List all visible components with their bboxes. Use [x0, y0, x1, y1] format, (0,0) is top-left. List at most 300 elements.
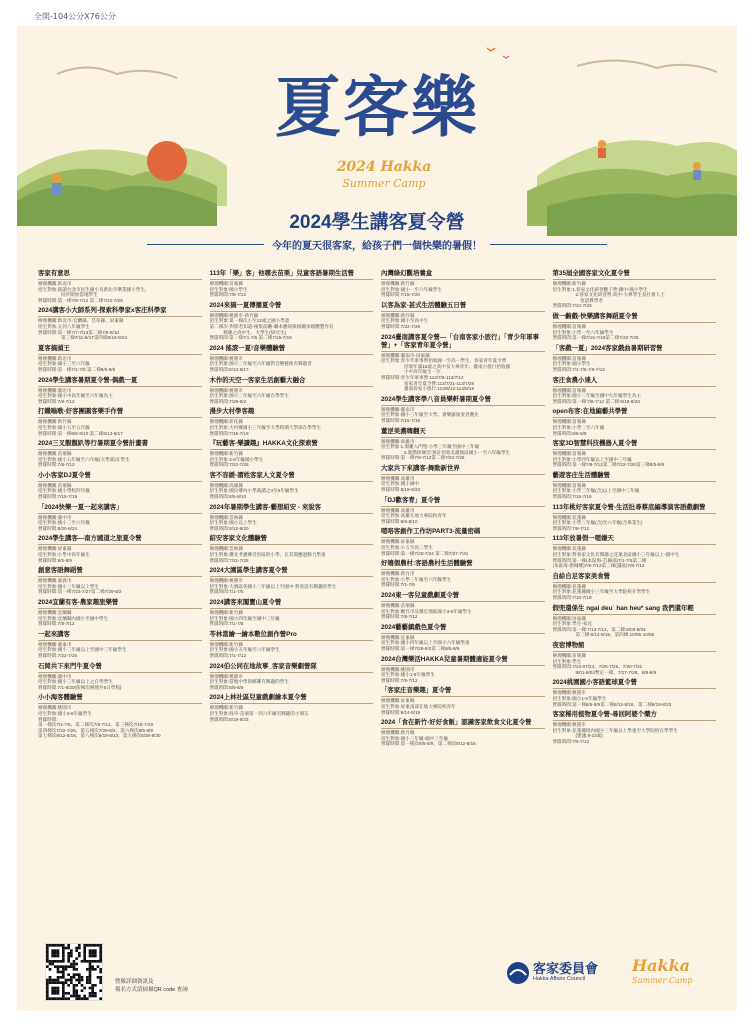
camp-detail-line: 營隊時間:7/21-7/25: [209, 557, 249, 563]
camp-entry: [553, 711, 717, 744]
camp-detail-line: 招生對象:國小五年級至六年級(大學部)在學生: [38, 456, 130, 462]
camp-entry: [38, 504, 202, 532]
camp-detail-line: 招生對象:國小一至六年級學生: [381, 286, 442, 292]
camp-detail-line: 小中高年級生一位: [381, 369, 441, 375]
camp-detail-line: 招生對象:小學一至六年級學生: [552, 329, 614, 335]
camp-title: 木作的天空一客家生活創藝大融合: [210, 377, 374, 387]
camp-detail-line: 招生對象:國小1-6年級學生: [552, 695, 607, 701]
footer-note-line2: 報名方式請掃描QR code 查詢: [115, 987, 188, 993]
camp-detail-line: 辦理機關:苗栗縣: [552, 652, 586, 658]
camp-detail-line: 營隊時間:8/12-8/20: [209, 525, 249, 531]
camp-detail-line: 辦理機關:屏東縣: [552, 615, 586, 621]
camp-title: 小小客家DJ夏令營: [38, 472, 202, 482]
camp-detail-line: 營隊時間:7/15-7/19: [381, 417, 421, 423]
camp-detail-line: 辦理機關:新竹縣: [381, 312, 415, 318]
camp-detail-line: 招生對象:國小三年級至六年級對音樂藝術有興趣者: [209, 361, 312, 367]
camp-title: 董逆美濃嗨翻天: [381, 428, 545, 438]
camp-detail-line: 招生對象:對客家文化有興趣之花蓮北區國小三年級以上-國中生: [552, 552, 680, 558]
footer-note: [115, 978, 188, 994]
camp-detail-line: 辦理機關:苗栗縣: [38, 451, 72, 457]
camp-entry: [381, 528, 545, 556]
camp-detail-line: 營隊時間:7/8-7/12: [38, 621, 75, 627]
camp-title: 『玩藝客-樂讀趣』HAKKA文化探索營: [210, 440, 374, 450]
camp-detail-line: 營隊時間:8/19-8/23: [209, 716, 249, 722]
camp-title: 2024學生講客學八音員樂軒暑期夏令營: [381, 396, 545, 406]
camp-detail-line: 辦理機關:新竹縣: [552, 281, 586, 286]
camp-entry: [38, 535, 202, 563]
camp-entry: [553, 377, 717, 405]
camp-title: open布客:在地編藝共學營: [553, 408, 717, 418]
camp-entry: [381, 465, 545, 493]
camp-entry: [38, 663, 202, 691]
camp-detail-line: 辦理機關:桃園市: [552, 690, 586, 696]
camp-title: 夜宿博物館: [553, 642, 717, 652]
camp-detail-line: 招生對象:宜蘭縣內國小至國中學生: [38, 615, 109, 621]
poster: [17, 26, 737, 1011]
child-figure-icon: [598, 140, 606, 148]
camp-detail-line: 辦理機關:桃園市-新竹縣: [209, 312, 259, 318]
bird-icon: [487, 48, 495, 51]
camp-detail-line: 招生對象:花蓮縣境內國小三年級以上學童至大學院校在學學生: [552, 727, 678, 733]
camp-title: 「2024快樂一夏一起來講客」: [38, 504, 202, 514]
camp-title: 2024來搞一夏傳播夏令營: [210, 302, 374, 312]
camp-title: 2024臺南講客夏令營—「台南客家小旅行」「青少年軍事營」+「客家青年夏令營」: [381, 334, 545, 352]
camp-detail-line: 招生對象:屏東南部在地大專院校青年: [381, 703, 456, 709]
camp-detail-line: 營隊時間:7/1-7/5: [209, 621, 244, 627]
camp-detail-line: 辦理機關:苗栗縣: [552, 482, 586, 488]
camp-entry: [210, 440, 374, 468]
camp-detail-line: 2.客家文化研習營:高中-大專學生及社會人士: [552, 292, 665, 298]
camp-entry: [38, 631, 202, 659]
camp-detail-line: 營隊時間:第一梯7/20-7/24 第二梯7/27-7/31: [381, 550, 469, 556]
camp-detail-line: 招生對象:花蓮縣國小三年級至大學院校在學學生: [552, 589, 651, 595]
camp-detail-line: (本區海-新城鄉)7/8-7/12第三梯(滿區)7/8-7/12: [552, 563, 645, 569]
camp-detail-line: 招生對象:國小三年級-國中三年級: [381, 735, 449, 741]
camp-column-3: [377, 270, 549, 934]
camp-detail-line: 營隊時間:7/8-7/12: [381, 614, 418, 620]
camp-detail-line: 辦理機關:宜東縣: [381, 634, 415, 640]
camp-entry: [38, 377, 202, 405]
camp-detail-line: 營隊時間:第一梯7/1-7/5 第二梯8/5-8/9: [38, 366, 116, 372]
camp-entry: [38, 440, 202, 468]
camp-entry: [210, 631, 374, 659]
camp-entry: [553, 504, 717, 532]
camp-entry: [381, 656, 545, 684]
camp-detail-line: 營隊時間:第一梯7/29-8/2第二梯8/5-8/9: [381, 645, 460, 651]
camp-detail-line: 營隊時間:第一梯7/8-7/12 第二梯7/22-7/26: [38, 297, 123, 303]
camp-title: 113年桃好客家夏令營-生活肚尋蔡底編導演客語戲劇營: [553, 504, 717, 514]
camp-detail-line: 辦理機關:新北市: [38, 281, 72, 286]
camp-title: 客庄食農小達人: [553, 377, 717, 387]
camp-detail-line: 辦理機關:臺北市: [38, 387, 72, 393]
camp-detail-line: 客語教學者: [552, 297, 604, 303]
camp-title: 嗯咯客創作工作坊PART3-流量密碼: [381, 528, 545, 538]
divider: [490, 244, 607, 245]
camp-detail-line: 營隊時間:7/1-7/5: [381, 582, 415, 588]
print-size-note: 全開-104公分X76公分: [34, 12, 116, 21]
camp-detail-line: 招生對象:國小以上學生: [209, 520, 257, 526]
camp-detail-line: 營隊時間:第一梯8/5-8/9第二梯8/12-8/16、第二梯8/19-8/23: [552, 701, 672, 707]
council-emblem-icon: [505, 960, 531, 986]
camp-title: 客家稀用植物夏令營-尋回阿婆个藥方: [553, 711, 717, 721]
camp-entry: [210, 302, 374, 341]
brand-logo-cn: 夏客樂: [275, 68, 479, 146]
camp-detail-line: 營隊時間:7/8-7/12: [381, 677, 418, 683]
camp-detail-line: 營隊時間:7/15-7/19: [209, 430, 249, 436]
camp-detail-line: 辦理機關:宜蘭縣: [38, 610, 72, 615]
camp-entry: [210, 535, 374, 563]
camp-detail-line: 營隊時間:7/8-7/12: [38, 462, 75, 468]
camp-detail-line: 第四梯次7/22-7/26、第五梯次7/29-8/2、第六梯次8/5-8/9: [38, 727, 153, 733]
council-name: 客家委員會: [533, 961, 599, 976]
camp-detail-line: 營隊時間:7/1-7/5-7/8-7/12: [552, 366, 605, 372]
camp-detail-line: 辦理機關:高雄市: [381, 438, 415, 444]
camp-detail-line: 第二梯次-對影若知道-後集前廳-聯本應寫與相關多媒體製作有: [209, 323, 334, 329]
camp-title: 2024伯公同在地故事_客家音樂劇營隊: [210, 663, 374, 673]
camp-detail-line: 營隊時間:第一梯:7/13-7/14、第二梯:8/03-8/04: [552, 626, 646, 632]
camp-detail-line: 招生對象:3-6年級國小學生: [209, 456, 264, 462]
camp-detail-line: 辦理機關:桃園市: [209, 578, 243, 584]
camp-detail-line: 營隊時間:第一梯7/7-7/13第二梯7/8-8/10: [38, 329, 119, 335]
camp-detail-line: 辦理機關:屏東縣: [381, 539, 415, 545]
camp-detail-line: 營隊時間:7/15-7/20: [381, 292, 421, 298]
camp-title: 假兜還係生 ngai deu˙ han heu* sang 我們還年輕: [553, 605, 717, 615]
child-figure-icon: [52, 173, 62, 183]
camp-detail-line: 招生對象:學生: [552, 658, 582, 664]
camp-detail-line: 招生對象:國民鄉內小學就讀之4至6年級學生: [209, 488, 299, 494]
camp-entry: [553, 270, 717, 309]
camp-detail-line: 辦理機關:臺中市: [38, 514, 72, 520]
camp-detail-line: 招生對象:國小學生: [552, 361, 591, 367]
camp-entry: [210, 270, 374, 298]
camp-detail-line: 營隊時間:7/15-7/19: [552, 494, 592, 500]
camp-title: 自給自足客家美食營: [553, 573, 717, 583]
camp-title: 客不容緩-謂姓客家人文夏令營: [210, 472, 374, 482]
camp-detail-line: 招生對象:國小五至五年級: [38, 424, 90, 430]
camp-detail-line: 2.進階研修型:預計招收美濃地區國小一至六年級學生: [381, 449, 511, 455]
camp-detail-line: 招生對象:小學三年級(含)以上至國中三年級: [552, 488, 640, 494]
camp-title: 客家有意思: [38, 270, 202, 280]
brand-logo-sub: Summer Camp: [342, 177, 426, 190]
camp-detail-line: 第三梯:9/14-9/15、第四梯:10/05-10/06: [552, 632, 655, 638]
camp-detail-line: 招生對象:小五至高三學生: [381, 545, 433, 551]
hakka-camp-logo: Hakka: [632, 956, 691, 975]
camp-detail-line: 辦理機關:苗栗縣: [38, 482, 72, 488]
camp-detail-line: 第三梯7/11-8/17第四梯8/18-8/24: [38, 335, 128, 341]
camp-detail-line: 營隊時間:第一梯7/8-7/12第二梯7/22-7/26: [381, 455, 465, 461]
camp-entry: [210, 472, 374, 500]
camp-detail-line: 招生對象:國小四年級至國中三年級: [209, 615, 280, 621]
camp-detail-line: 招生對象:就讀台北市民生國小及新北市樂業國小學生，: [38, 286, 150, 292]
camp-title: 2024講客來闖寶山夏令營: [210, 599, 374, 609]
camp-entry: [38, 270, 202, 303]
camp-detail-line: 招生對象:小學三年級(含)至六年級(含畢業生): [552, 520, 643, 526]
camp-detail-line: 辦理機關:新竹縣: [209, 610, 243, 615]
camp-title: 2024 搖滾一夏!音樂體驗營: [210, 345, 374, 355]
camp-detail-line: 辦理機關:嘉義市: [38, 578, 72, 584]
camp-detail-line: 招生對象:國小五年級至六年級學生: [209, 647, 280, 653]
camp-title: 夏客搞頭王: [38, 345, 202, 355]
child-figure-icon: [693, 162, 701, 170]
camp-detail-line: 辦理機關:新竹縣: [209, 451, 243, 457]
camp-entry: [210, 504, 374, 532]
camp-detail-line: 辦理機關:苗栗縣: [381, 603, 415, 608]
camp-detail-line: 招生對象:當地中學與鄉鄰有興趣的學生: [209, 679, 289, 685]
bird-icon: [503, 56, 509, 58]
camp-detail-line: 招生對象:國小三年級至大學、會樂器演奏者優先: [381, 412, 479, 418]
camp-detail-line: 營隊時間:第一梯8/6-8/10 第二梯8/13-8/17: [38, 430, 123, 436]
camp-detail-line: 營隊時間:7/8-7/12: [552, 525, 590, 531]
camp-detail-line: 辦理機關:屏東縣: [38, 546, 72, 552]
camp-title: 「DJ歡客青」夏令營: [381, 497, 545, 507]
council-logo: [505, 956, 615, 996]
camp-detail-line: 辦理機關:臺中市: [38, 673, 72, 679]
camp-detail-line: 辦理機關:雲林縣: [209, 514, 243, 520]
camp-detail-line: 招生對象:國小學生: [209, 286, 248, 292]
camp-detail-line: 營隊時間:7/22-7/26: [209, 462, 249, 468]
camp-detail-line: 營隊時間:8/5-8/9: [209, 684, 244, 690]
camp-title: 藝遊客庄生活體驗營: [553, 472, 717, 482]
camp-entry: [210, 663, 374, 691]
camp-detail-line: 客家青年夏令營:113/7/21-113/7/26: [381, 380, 475, 386]
camp-detail-line: 招生對象:優先考慮鄉近於區的小學，在其資應過動力學童: [209, 552, 326, 558]
camp-entry: [38, 694, 202, 739]
camp-detail-line: 辦理機關:花蓮縣: [552, 583, 586, 589]
brand-logo-year: 2024 Hakka: [336, 159, 432, 175]
camp-detail-line: 營隊時間:第一梯7/23-7/27第二梯7/29-8/2: [38, 589, 122, 595]
camp-entry: [210, 694, 374, 722]
camp-detail-line: 招生對象:國小中高年級至六年級為主: [38, 393, 113, 399]
camp-title: 打鐵嗡歌-好客團圓客樂手作營: [38, 408, 202, 418]
camp-detail-line: 辦理機關:新竹市: [381, 571, 415, 577]
camp-detail-line: 營隊時間:7/1-8/30(依梯次辦理共5日學程): [38, 684, 122, 690]
camp-detail-line: 招生對象:國小1-6年級學生: [381, 672, 435, 678]
camp-detail-line: 辦理機關:苗栗縣: [552, 323, 586, 329]
camp-detail-line: 營隊時間:7/15-7/19: [552, 595, 592, 600]
camp-detail-line: 辦理機關:屏東縣: [381, 698, 415, 704]
camp-detail-line: 同步開放當地學生: [38, 292, 98, 298]
camp-detail-line: 營隊時間:8/5-8/9: [38, 557, 72, 563]
page-subtitle: 今年的夏天很客家，給孩子們一個快樂的暑假！: [272, 240, 482, 252]
camp-title: 2024大園區學生講客夏令營: [210, 567, 374, 577]
camp-entry: [381, 719, 545, 747]
camp-title: 2024「食在新竹-好好食飯」認識客家飲食文化夏令營: [381, 719, 545, 729]
camp-detail-line: 招生對象:國小至高中生: [381, 318, 429, 324]
camp-detail-line: 第七梯次8/12-8/16、第八梯次8/19-8/23、第九梯次8/26-8/30: [38, 733, 161, 739]
camp-detail-line: 辦理機關:花蓮縣: [552, 546, 586, 552]
camp-detail-line: 招生對象:1.客家文化研習觀子營:國中-國小學生: [552, 286, 648, 292]
camp-entry: [38, 472, 202, 500]
camp-title: 2024宜蘭有客-農家趣旅樂營: [38, 599, 202, 609]
camp-detail-line: 營隊時間:8/6-8/10: [381, 518, 418, 524]
camp-title: 紹安客家文化體驗營: [210, 535, 374, 545]
camp-detail-line: 招生對象:1.嶺離入門型:小學三年級至國中三年級: [381, 444, 480, 450]
camp-detail-line: 第一梯次7/1-7/5、第二梯次7/8-7/12、第三梯次7/15-7/19: [38, 722, 153, 728]
camp-detail-line: 辦理機關:苗栗縣: [552, 451, 586, 457]
camp-title: 大家共下來講客-舞動新世界: [381, 465, 545, 475]
camp-detail-line: 招生對象:大村鄉國小三年級至大學時期大學部在學學生: [209, 424, 322, 430]
qr-code[interactable]: [45, 943, 103, 1001]
camp-detail-line: 辦理機關:花蓮縣: [552, 514, 586, 520]
camp-detail-line: 辦理機關:桃園市: [552, 722, 586, 728]
camp-entry: [38, 345, 202, 373]
camp-entry: [210, 408, 374, 436]
camp-detail-line: 營隊時間:8/20-8/24: [38, 525, 78, 531]
camp-detail-line: 辦理機關:新竹縣: [381, 281, 415, 286]
camp-entry: [381, 624, 545, 652]
camp-title: 以客為家-甚式生活體驗五日營: [381, 302, 545, 312]
camp-detail-line: 營隊時間:7/8-7/12: [552, 738, 590, 744]
camp-detail-line: 招生對象:小學三至六年級: [552, 424, 605, 430]
camp-detail-line: 營隊時間:第一梯7/1-7/5 第二梯7/15-7/19: [209, 335, 292, 341]
camp-detail-line: 招生對象:高雄在地大專院校青年: [381, 513, 447, 519]
camp-detail-line: 辦理機關:苗栗縣: [552, 387, 586, 393]
camp-detail-line: 辦理機關:臺南市-屏東縣: [381, 352, 430, 358]
camp-detail-line: 招生對象:國小三年級至六年級在學學生: [209, 393, 289, 399]
camp-entry: [553, 679, 717, 707]
camp-title: 苓林當繪一繪本數位創作營Pro: [210, 631, 374, 641]
camp-detail-line: 辦理機關:新竹縣: [209, 641, 243, 647]
camp-entry: [553, 573, 717, 601]
camp-detail-line: 招生對象:國小學校四年級: [38, 488, 90, 494]
camp-detail-line: 營隊時間:7/22-7/26: [38, 652, 78, 658]
camp-detail-line: 辦理機關:彰化縣: [209, 419, 243, 425]
camp-title: 小小海客體驗營: [38, 694, 202, 704]
camp-detail-line: 營隊時間:8/19-8/23: [381, 487, 421, 493]
camp-detail-line: 招生對象:青少年軍事營招收國一至高一學生、客家青年夏令營: [381, 358, 507, 364]
camp-entry: [553, 535, 717, 568]
camp-detail-line: 營隊時間:7/1-7/12: [209, 652, 247, 658]
hero-illustration: [17, 26, 737, 252]
camp-title: 2024講客小大師系列-探索科學家x客庄科學家: [38, 307, 202, 317]
camp-detail-line: 8/01-8/02暫定一梯，7/27-7/28、8/8-8/9: [552, 669, 657, 675]
camp-detail-line: 辦理機關:新北市: [38, 355, 72, 361]
camp-detail-line: 辦理機關:臺南市: [381, 406, 415, 412]
camp-detail-line: 辦理機關:新北市-宜蘭縣、莒草縣、屏東縣: [38, 318, 124, 324]
camp-title: 2024藝藝鎮戲色夏令營: [381, 624, 545, 634]
camp-entry: [38, 307, 202, 340]
camp-detail-line: 招生對象:國小3-6年級學生: [38, 710, 92, 716]
camp-detail-line: 營隊時間:青少年軍事營:113/7/8-113/7/12: [381, 374, 464, 380]
camp-title: 「客戲一夏」2024客家戲曲暑期研習營: [553, 345, 717, 355]
camp-entry: [381, 270, 545, 298]
camp-detail-line: 營隊時間:7/1-7/5: [209, 589, 244, 595]
camp-detail-line: 辦理機關:高雄市: [381, 507, 415, 513]
camp-detail-line: 營隊時間:第一梯7/8-7/12第二梯7/22-7/26第三梯8/5-8/9: [552, 462, 665, 468]
camp-detail-line: 辦理機關:臺東市: [38, 641, 72, 647]
camp-detail-line: 辦理機關:新竹縣: [381, 730, 415, 736]
camp-detail-line: 招生對象:嫩竹市及鄰近地區國小3-6年級學生: [381, 608, 472, 614]
camp-detail-line: 招生對象:第一梯次小至12歲之國小學童: [209, 318, 290, 324]
council-name-en: Hakka Affairs Council: [533, 976, 586, 982]
camp-detail-line: 招生對象:五到八年級學生: [38, 323, 90, 329]
camp-title: 創意客語舞蹈營: [38, 567, 202, 577]
camp-detail-line: 招生對象:商市-苗栗第一到六年級有興趣的小朋友: [209, 710, 309, 716]
camp-listing-grid: [34, 270, 720, 934]
camp-detail-line: 辦理機關:苗栗縣: [209, 281, 243, 286]
camp-detail-line: 辦理機關:新竹縣: [38, 419, 72, 425]
qr-code-icon: [46, 944, 102, 1000]
camp-title: 石岡共下來門牛夏令營: [38, 663, 202, 673]
camp-title: 一起來講客: [38, 631, 202, 641]
camp-detail-line: 臺南客家小旅行:113/8/12-113/8/16: [381, 386, 475, 392]
camp-detail-line: 招生對象:大園區各國小三年級以上至國中-對客語有興趣的學生: [209, 583, 337, 589]
camp-detail-line: 營隊時間:7/23-07/24、7/25-7/26、7/30-7/31: [552, 664, 643, 670]
camp-title: 「客家庄音樂趣」夏令營: [381, 687, 545, 697]
subtitle-row: [147, 236, 607, 252]
camp-title: 113年「樂」客」他哪去苗栗」兒童客語暑期生活營: [210, 270, 374, 280]
camp-detail-line: 營隊時間:8/5-8/10: [209, 494, 247, 500]
camp-detail-line: 招生對象:國小三至六年級: [38, 520, 90, 526]
camp-detail-line: 營隊時間:第一梯次8/5-8/9、第二梯次8/12-8/16: [381, 741, 476, 747]
camp-entry: [381, 302, 545, 330]
camp-entry: [553, 605, 717, 638]
camp-entry: [381, 687, 545, 715]
camp-title: 客家3D智慧科技機器人夏令營: [553, 440, 717, 450]
page-title: 2024學生講客夏令營: [289, 212, 465, 233]
camp-detail-line: 辦理機關:桃園市: [209, 355, 243, 361]
camp-detail-line: 辦理機關:雲林縣: [209, 546, 243, 552]
camp-title: 2024三叉靚靚趴等行暑期夏令營計畫書: [38, 440, 202, 450]
camp-detail-line: 營隊時間:8/13-8/17: [209, 366, 249, 372]
camp-detail-line: 招生對象:國小國中: [381, 481, 420, 487]
camp-title: 2024桃園國小客語籃球夏令營: [553, 679, 717, 689]
camp-detail-line: 營隊時間:第一梯7/15-7/19第二梯7/22-7/26: [552, 335, 639, 341]
camp-detail-line: 招生對象:國小三年級以上學生: [38, 583, 99, 589]
camp-detail-line: 招生對象:小學四年級以上至國中三年級: [552, 456, 632, 462]
camp-detail-line: 招生對象:學生-家長: [552, 621, 593, 627]
footer: [17, 938, 737, 1011]
camp-column-4: [549, 270, 721, 934]
footer-note-line1: 營隊詳細資訊及: [115, 979, 154, 985]
camp-entry: [210, 345, 374, 373]
camp-detail-line: 營隊時間:第一梯(本區海-莒縣部)7/1-7/5第二梯: [552, 557, 647, 563]
camp-entry: [210, 567, 374, 595]
camp-entry: [553, 642, 717, 675]
camp-detail-line: 辦理機關:桃園市: [38, 705, 72, 711]
camp-title: 內灣綠幻觀培養盒: [381, 270, 545, 280]
camp-detail-line: 營隊時間:8/5-8/9: [552, 430, 587, 436]
sun-icon: [147, 141, 187, 181]
camp-entry: [38, 567, 202, 595]
camp-detail-line: 辦理機關:苗栗縣: [552, 419, 586, 425]
camp-title: 做一齣戲-快樂講客舞蹈夏令營: [553, 313, 717, 323]
camp-column-2: [206, 270, 378, 934]
camp-detail-line: 辦理機關:桃園市: [209, 673, 243, 679]
camp-detail-line: 辦理機關:高雄市: [381, 475, 415, 481]
divider: [147, 244, 264, 245]
camp-detail-line: 營隊時間:7/29-8/2: [209, 398, 247, 404]
camp-entry: [210, 599, 374, 627]
camp-detail-line: 營隊時間:7/8-7/12: [38, 398, 75, 404]
camp-entry: [553, 472, 717, 500]
camp-title: 113年放暑假一嗯嫌天: [553, 535, 717, 545]
camp-detail-line: 招生對象:國小三年級至國中九年級學生為主: [552, 393, 642, 399]
camp-entry: [553, 440, 717, 468]
camp-detail-line: 營隊時間:7/22-7/26: [381, 323, 421, 329]
camp-title: 2024東一客兒童戲劇夏令營: [381, 592, 545, 602]
camp-title: 2024學生講客—南方國道之旅夏令營: [38, 535, 202, 545]
camp-entry: [381, 428, 545, 461]
camp-entry: [381, 396, 545, 424]
camp-detail-line: 營隊時間:7/15-7/19: [38, 494, 78, 500]
camp-entry: [381, 334, 545, 392]
camp-detail-line: 興趣之高中生、大學生(研究生): [209, 329, 287, 335]
camp-entry: [381, 560, 545, 588]
camp-detail-line: 招生對象:國小三年級以上之在學學生: [38, 679, 113, 685]
camp-detail-line: 營隊時間:第一梯:7/8-7/12 第二梯:8/19-8/23: [552, 398, 640, 404]
camp-detail-line: 招生對象:國小三年級以上至國中三年級學生: [38, 647, 127, 653]
